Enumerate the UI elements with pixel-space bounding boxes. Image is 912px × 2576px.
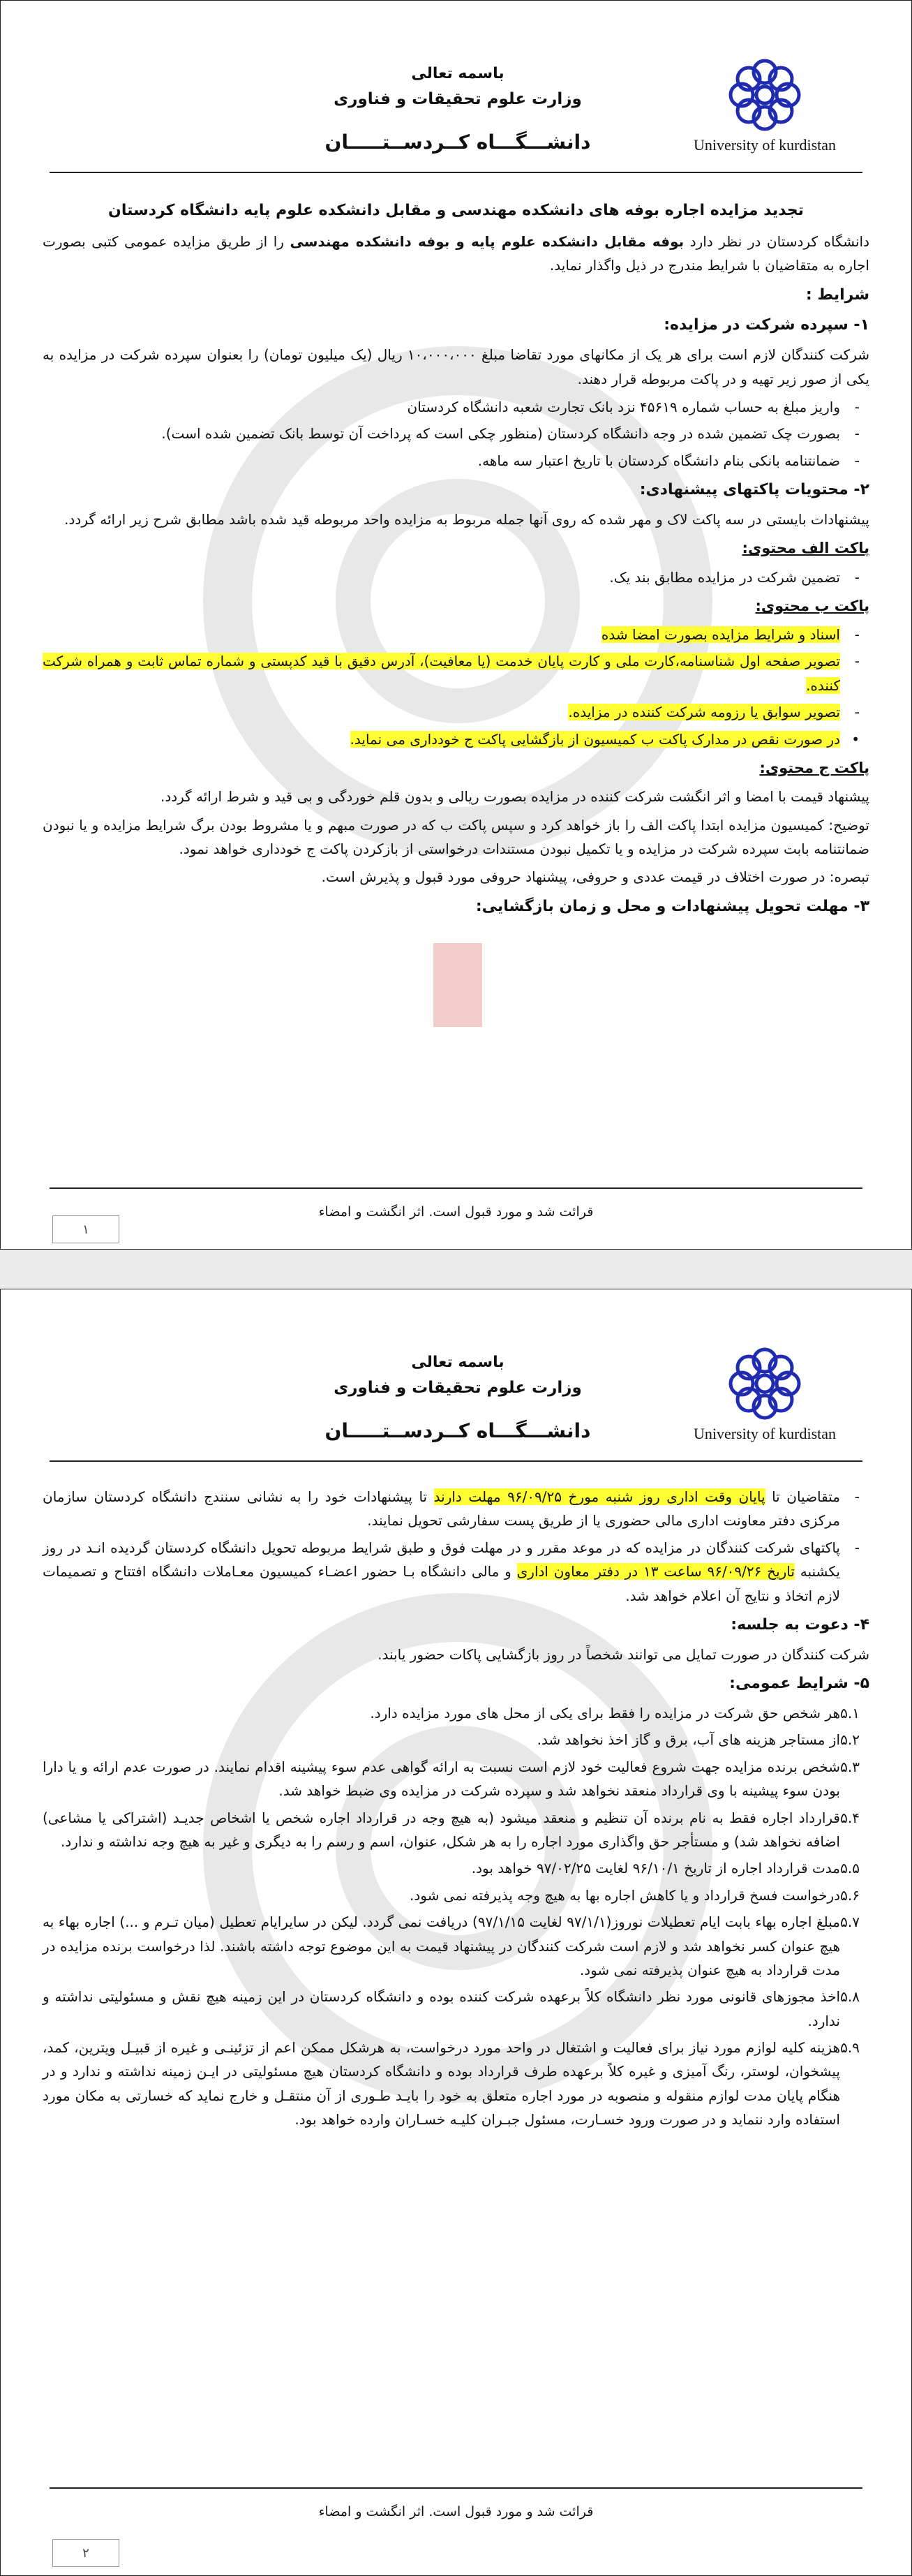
basmala: باسمه تعالی xyxy=(411,1354,504,1371)
pack-a-heading: پاکت الف محتوی: xyxy=(742,540,869,557)
opening-b: و مالی دانشگاه بـا حضور اعضـاء کمیسیون معـاملات دانشگاه افتتاح و تصمیمات لازم اتخاذ و نتایج آن اعلام خواهد شد. xyxy=(43,1563,840,1604)
signature-line: قرائت شد و مورد قبول است. اثر انگشت و امضاء xyxy=(318,2504,594,2519)
list-item-text: هزینه کلیه لوازم مورد نیاز برای فعالیت و اشتغال در واحد مورد درخواست، به هرشکل ممکن اعم از تزئینـی و غیره از قبیـل ویترین، کمد، پیشخوان، لوستر، رنگ آمیزی و غیره کلاً برعهده طرف قرارداد بوده و دانشگاه کردستان هیچ مسئولیتی در ایـن زمینه نداشته و ندارد و در هنگام پایان مدت لوازم منقوله و منصوبه در مورد اجاره متعلق به خود را بایـد طـوری از آن منتقـل و خارج نماید که خسارتی به مکان مورد استفاده وارد ننماید و در صورت ورود خسـارت، مسئول جبـران کلیـه خسـاران وارده خواهد بود. xyxy=(43,2039,840,2129)
list-item xyxy=(43,1728,869,1752)
item-number: ۵.۵ xyxy=(840,1860,860,1877)
ministry-name: وزارت علوم تحقیقات و فناوری xyxy=(334,1379,582,1397)
item-number: ۵.۷ xyxy=(840,1914,860,1931)
pack-b-list xyxy=(43,623,869,751)
university-logo xyxy=(692,57,838,154)
highlighted-text: تصویر صفحه اول شناسنامه،کارت ملی و کارت پایان خدمت (یا معافیت)، آدرس دقیق با قید کدپستی و شماره تماس ثابت و همراه شرکت کننده. xyxy=(43,653,840,694)
university-logo xyxy=(692,1345,838,1443)
page-number: ۱ xyxy=(52,1215,119,1243)
list-item xyxy=(43,565,869,589)
general-conditions-list xyxy=(43,1701,869,2132)
list-item xyxy=(43,1536,869,1608)
dash-marker-icon: - xyxy=(854,452,860,469)
section-1-text: شرکت کنندگان لازم است برای هر یک از مکانهای مورد تقاضا مبلغ ۱۰،۰۰۰،۰۰۰ ریال (یک میلیون تومان) را بعنوان سپرده شرکت در مزایده به یکی از صور زیر تهیه و در پاکت مربوطه قرار دهند. xyxy=(43,346,869,387)
section-1-heading: ۱- سپرده شرکت در مزایده: xyxy=(664,316,869,334)
intro-a: دانشگاه کردستان در نظر دارد xyxy=(689,232,870,250)
deadline-a: متقاضیان تا xyxy=(772,1488,841,1505)
page1-body xyxy=(43,198,869,924)
dash-marker-icon: - xyxy=(854,626,860,644)
section-4-text: شرکت کنندگان در صورت تمایل می توانند شخصاً در روز بازگشایی پاکات حضور یابند. xyxy=(377,1645,869,1663)
list-item-text: شخص برنده مزایده جهت شروع فعالیت خود لازم است نسبت به ارائه گواهی عدم سوء پیشینه اقدام نمایند. در صورت عدم ارائه و یا دارا بودن سوء پیشینه با وی قرارداد منعقد نخواهد شد و سپرده شرکت در مزایده وی ضبط خواهد شد. xyxy=(43,1758,840,1800)
highlighted-text: اسناد و شرایط مزایده بصورت امضا شده xyxy=(601,626,840,644)
list-item-text: هر شخص حق شرکت در مزایده را فقط برای یکی از محل های مورد مزایده دارد. xyxy=(370,1705,840,1722)
deadline-list xyxy=(43,1485,869,1608)
list-item xyxy=(43,395,869,419)
highlighted-text: تاریخ ۹۶/۰۹/۲۶ ساعت ۱۳ در دفتر معاون اداری xyxy=(516,1563,795,1581)
item-number: ۵.۲ xyxy=(840,1731,860,1749)
section-2-heading: ۲- محتویات پاکتهای پیشنهادی: xyxy=(639,481,869,499)
intro-c: را از طریق مزایده عمومی کتبی بصورت اجاره به متقاضیان با شرایط مندرج در ذیل واگذار نماید. xyxy=(43,232,869,274)
deadline-b: تا پیشنهادات خود را به نشانی سنندج دانشگاه کردستان سازمان مرکزی دفتر معاونت اداری مالی حضوری یا از طریق پست سفارشی تحویل نمایند. xyxy=(43,1488,840,1530)
note-text: تبصره: در صورت اختلاف در قیمت عددی و حروفی، پیشنهاد حروفی مورد قبول و پذیرش است. xyxy=(321,868,869,886)
item-number: ۵.۹ xyxy=(840,2039,860,2057)
list-item xyxy=(43,1755,869,1803)
list-item xyxy=(43,1485,869,1533)
list-item xyxy=(43,1806,869,1854)
list-item-text: تضمین شرکت در مزایده مطابق بند یک. xyxy=(609,568,840,586)
item-number: ۵.۳ xyxy=(840,1758,860,1775)
list-item-text: واریز مبلغ به حساب شماره ۴۵۶۱۹ نزد بانک تجارت شعبه دانشگاه کردستان xyxy=(407,399,840,416)
document-page-2 xyxy=(0,1289,912,2576)
highlighted-text: تصویر سوابق یا رزومه شرکت کننده در مزایده. xyxy=(568,704,840,721)
dash-marker-icon: - xyxy=(854,1488,860,1505)
item-number: ۵.۸ xyxy=(840,1988,860,2006)
section-3-heading: ۳- مهلت تحویل پیشنهادات و محل و زمان بازگشایی: xyxy=(475,897,869,915)
highlighted-text: در صورت نقص در مدارک پاکت ب کمیسیون از بازگشایی پاکت ج خودداری می نماید. xyxy=(350,730,840,748)
university-emblem-icon xyxy=(726,57,803,133)
document-page-1 xyxy=(0,0,912,1250)
basmala: باسمه تعالی xyxy=(411,65,504,82)
section-5-heading: ۵- شرایط عمومی: xyxy=(729,1675,869,1693)
page1-footer xyxy=(50,1187,862,1220)
university-name: دانشـــگـــاه کــردســتـــــان xyxy=(324,131,591,154)
document-title: تجدید مزایده اجاره بوفه های دانشکده مهندسی و مقابل دانشکده علوم پایه دانشگاه کردستان xyxy=(108,202,804,219)
letterhead xyxy=(1,1289,911,1478)
list-item xyxy=(43,1910,869,1982)
list-item-text: درخواست فسخ قرارداد و یا کاهش اجاره بها به هیچ وجه پذیرفته نمی شود. xyxy=(409,1886,840,1904)
list-item xyxy=(43,1856,869,1880)
dash-marker-icon: - xyxy=(854,568,860,586)
section-2-text: پیشنهادات بایستی در سه پاکت لاک و مهر شده که روی آنها جمله مربوط به مزایده واحد مربوطه قید شده باشد مطابق شرح زیر ارائه گردد. xyxy=(64,511,869,528)
list-item xyxy=(43,1883,869,1907)
intro-paragraph xyxy=(43,230,869,278)
dash-marker-icon: - xyxy=(854,399,860,416)
dash-marker-icon: - xyxy=(854,1539,860,1556)
list-item xyxy=(43,727,869,751)
list-item-text: مدت قرارداد اجاره از تاریخ ۹۶/۱۰/۱ لغایت ۹۷/۰۲/۲۵ خواهد بود. xyxy=(471,1860,840,1877)
list-item-text: قرارداد اجاره فقط به نام برنده آن تنظیم و منعقد میشود (به هیچ وجه در قرارداد اجاره شخص یا اشخاص جدیـد (اشتراکی یا مشاعی) اضافه نخواهد شد) و مستأجر حق واگذاری مورد اجاره را به هر شکل، عنوان، اسم و رسم را به دیگری و غیر به هیچ وجه نداشته و ندارد. xyxy=(43,1809,840,1850)
list-item xyxy=(43,2036,869,2132)
header-rule xyxy=(50,172,862,173)
list-item xyxy=(43,649,869,697)
footer-rule xyxy=(50,1187,862,1189)
item-number: ۵.۴ xyxy=(840,1809,860,1826)
dash-marker-icon: - xyxy=(854,425,860,443)
footer-rule xyxy=(50,2487,862,2489)
opening-a: پاکتهای شرکت کنندگان در مزایده که در موعد مقرر و در مهلت فوق و طبق شرایط مربوطه تحویل دانشگاه کردستان گردیده انـد در روز یکشنبه xyxy=(43,1539,840,1581)
item-number: ۵.۱ xyxy=(840,1705,860,1722)
list-item xyxy=(43,422,869,445)
list-item-text: ضمانتنامه بانکی بنام دانشگاه کردستان با تاریخ اعتبار سه ماهه. xyxy=(477,452,840,469)
list-item xyxy=(43,449,869,473)
signature-line: قرائت شد و مورد قبول است. اثر انگشت و امضاء xyxy=(318,1204,594,1220)
pack-a-list xyxy=(43,565,869,589)
pack-c-text: پیشنهاد قیمت با امضا و اثر انگشت شرکت کننده در مزایده بصورت ریالی و بدون قلم خوردگی و بی قید و شرط ارائه گردد. xyxy=(160,788,869,806)
logo-caption: University of kurdistan xyxy=(693,136,837,154)
dash-marker-icon: - xyxy=(854,653,860,670)
deposit-options-list xyxy=(43,395,869,473)
letterhead xyxy=(1,1,911,189)
list-item-text: مبلغ اجاره بهاء بابت ایام تعطیلات نوروز(۹۷/۱/۱ لغایت ۹۷/۱/۱۵) دریافت نمی گردد. لیکن در سایرایام تعطیل (میان تـرم و ...) اجاره بهاء به هیچ عنوان کسر نخواهد شد و لازم است شرکت کنندگان در پیشنهاد قیمت به این موضوع توجه داشته باشند. لذا درخواست برنده مزایده در مدت قرارداد به هیچ عنوان پذیرفته نمی شود. xyxy=(43,1914,840,1978)
list-item-text: از مستاجر هزینه های آب، برق و گاز اخذ نخواهد شد. xyxy=(537,1731,840,1749)
list-item-text: بصورت چک تضمین شده در وجه دانشگاه کردستان (منظور چکی است که پرداخت آن توسط بانک تضمین شده است). xyxy=(161,425,840,443)
item-number: ۵.۶ xyxy=(840,1886,860,1904)
conditions-heading: شرایط : xyxy=(805,286,869,304)
page2-footer xyxy=(50,2487,862,2519)
logo-caption: University of kurdistan xyxy=(693,1425,837,1442)
ministry-name: وزارت علوم تحقیقات و فناوری xyxy=(334,90,582,108)
list-item xyxy=(43,1985,869,2033)
highlighted-text: پایان وقت اداری روز شنبه مورخ ۹۶/۰۹/۲۵ مهلت دارند xyxy=(433,1488,765,1505)
bullet-icon: • xyxy=(851,730,860,748)
explanation-text: توضیح: کمیسیون مزایده ابتدا پاکت الف را باز خواهد کرد و سپس پاکت ب که در صورت مبهم و یا مشروط بودن برگ شرایط مزایده و یا نبودن ضمانتنامه بابت سپرده شرکت در مزایده و یا تکمیل نبودن مستندات درخواستی از بازکردن پاکت ج خودداری خواهد نمود. xyxy=(43,816,869,857)
university-emblem-icon xyxy=(726,1345,803,1422)
pack-c-heading: پاکت ج محتوی: xyxy=(759,760,869,776)
list-item-text: اخذ مجوزهای قانونی مورد نظر دانشگاه کلاً برعهده شرکت کننده بوده و دانشگاه کردستان در این زمینه هیچ نقش و مسئولیتی نداشته و ندارد. xyxy=(43,1988,840,2029)
header-rule xyxy=(50,1460,862,1462)
pack-b-heading: پاکت ب محتوی: xyxy=(755,597,869,614)
list-item xyxy=(43,623,869,646)
intro-b: بوفه مقابل دانشکده علوم پایه و بوفه دانشکده مهندسی xyxy=(290,232,685,250)
list-item xyxy=(43,1701,869,1725)
dash-marker-icon: - xyxy=(854,704,860,721)
university-name: دانشـــگـــاه کــردســتـــــان xyxy=(324,1419,591,1442)
page-number: ۲ xyxy=(52,2539,119,2567)
page2-body xyxy=(43,1485,869,2136)
list-item xyxy=(43,700,869,724)
section-4-heading: ۴- دعوت به جلسه: xyxy=(731,1615,869,1634)
